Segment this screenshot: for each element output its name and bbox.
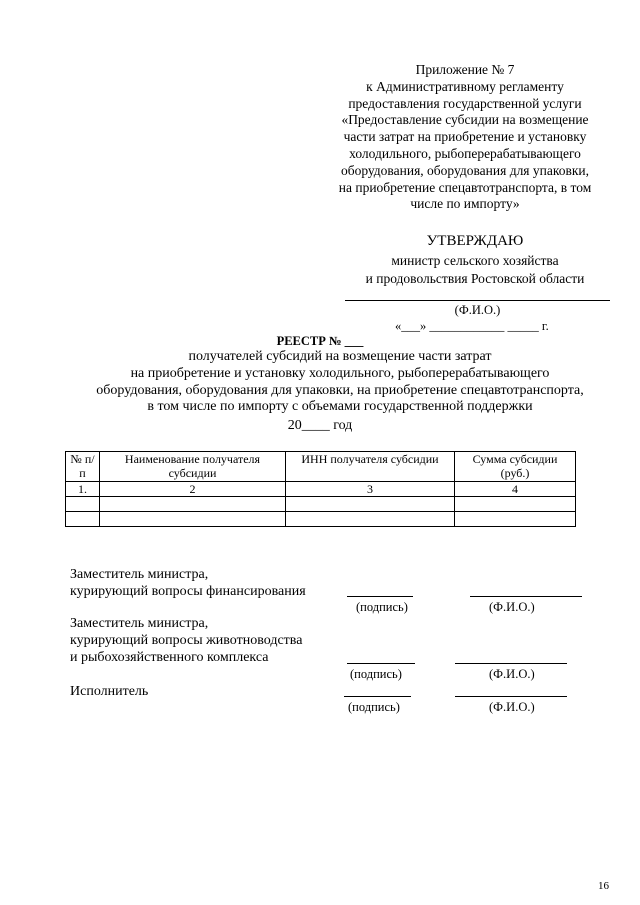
appendix-line: холодильного, рыбоперерабатывающего — [349, 145, 581, 161]
table-cell — [286, 512, 455, 527]
table-cell: 3 — [286, 482, 455, 497]
approval-line-2: и продовольствия Ростовской области — [365, 271, 585, 286]
fio-caption: (Ф.И.О.) — [489, 600, 535, 614]
header-recipient-name: Наименование получателя субсидии — [100, 452, 286, 482]
registry-desc-line: в том числе по импорту с объемами государственной поддержки — [147, 399, 533, 415]
fio-line — [470, 596, 582, 597]
appendix-line: «Предоставление субсидии на возмещение — [341, 112, 589, 128]
header-amount: Сумма субсидии (руб.) — [455, 452, 576, 482]
fio-caption: (Ф.И.О.) — [489, 667, 535, 681]
table-cell: 4 — [455, 482, 576, 497]
table-cell — [286, 497, 455, 512]
appendix-line: предоставления государственной услуги — [348, 95, 582, 111]
header-number: № п/п — [66, 452, 100, 482]
approval-fio-caption: (Ф.И.О.) — [454, 303, 501, 317]
appendix-line: части затрат на приобретение и установку — [343, 129, 587, 145]
signature-line — [347, 596, 413, 597]
approval-title: УТВЕРЖДАЮ — [426, 233, 524, 249]
page-number: 16 — [598, 880, 609, 892]
appendix-line: оборудования, оборудования для упаковки, — [340, 162, 590, 178]
registry-desc-line: оборудования, оборудования для упаковки, на приобретение спецавтотранспорта, — [96, 382, 584, 398]
header-inn: ИНН получателя субсидии — [286, 452, 455, 482]
registry-title: РЕЕСТР № ___ — [276, 334, 364, 348]
executor-label: Исполнитель — [70, 684, 149, 699]
registry-table — [65, 451, 576, 527]
table-cell — [66, 497, 100, 512]
signature-caption: (подпись) — [356, 600, 408, 614]
signature-caption: (подпись) — [350, 667, 402, 681]
deputy-livestock-line-1: Заместитель министра, — [70, 616, 209, 631]
table-row — [66, 512, 576, 527]
registry-desc-line: на приобретение и установку холодильного, рыбоперерабатывающего — [130, 365, 550, 381]
signature-line — [344, 696, 411, 697]
approval-signature-line — [345, 300, 610, 301]
appendix-line: числе по импорту» — [410, 196, 520, 212]
table-cell — [455, 497, 576, 512]
appendix-line: на приобретение спецавтотранспорта, в том — [338, 179, 592, 195]
deputy-finance-line-1: Заместитель министра, — [70, 567, 209, 582]
fio-line — [455, 663, 567, 664]
table-cell — [100, 497, 286, 512]
appendix-line: Приложение № 7 — [415, 62, 515, 77]
table-row — [66, 482, 576, 497]
deputy-livestock-line-3: и рыбохозяйственного комплекса — [70, 650, 269, 665]
approval-date: «___» ____________ _____ г. — [395, 319, 549, 333]
table-header-row — [66, 452, 576, 482]
deputy-finance-line-2: курирующий вопросы финансирования — [70, 584, 306, 599]
table-row — [66, 497, 576, 512]
fio-line — [455, 696, 567, 697]
table-cell — [66, 512, 100, 527]
fio-caption: (Ф.И.О.) — [489, 700, 535, 714]
appendix-line: к Административному регламенту — [366, 78, 564, 94]
registry-year: 20____ год — [287, 418, 353, 433]
table-cell — [455, 512, 576, 527]
table-cell: 2 — [100, 482, 286, 497]
registry-description — [40, 349, 640, 416]
approval-line-1: министр сельского хозяйства — [391, 253, 559, 268]
table-cell — [100, 512, 286, 527]
appendix-header — [320, 62, 610, 213]
table-cell: 1. — [66, 482, 100, 497]
signature-caption: (подпись) — [348, 700, 400, 714]
registry-desc-line: получателей субсидий на возмещение части затрат — [188, 349, 492, 364]
deputy-livestock-line-2: курирующий вопросы животноводства — [70, 633, 303, 648]
signature-line — [347, 663, 415, 664]
